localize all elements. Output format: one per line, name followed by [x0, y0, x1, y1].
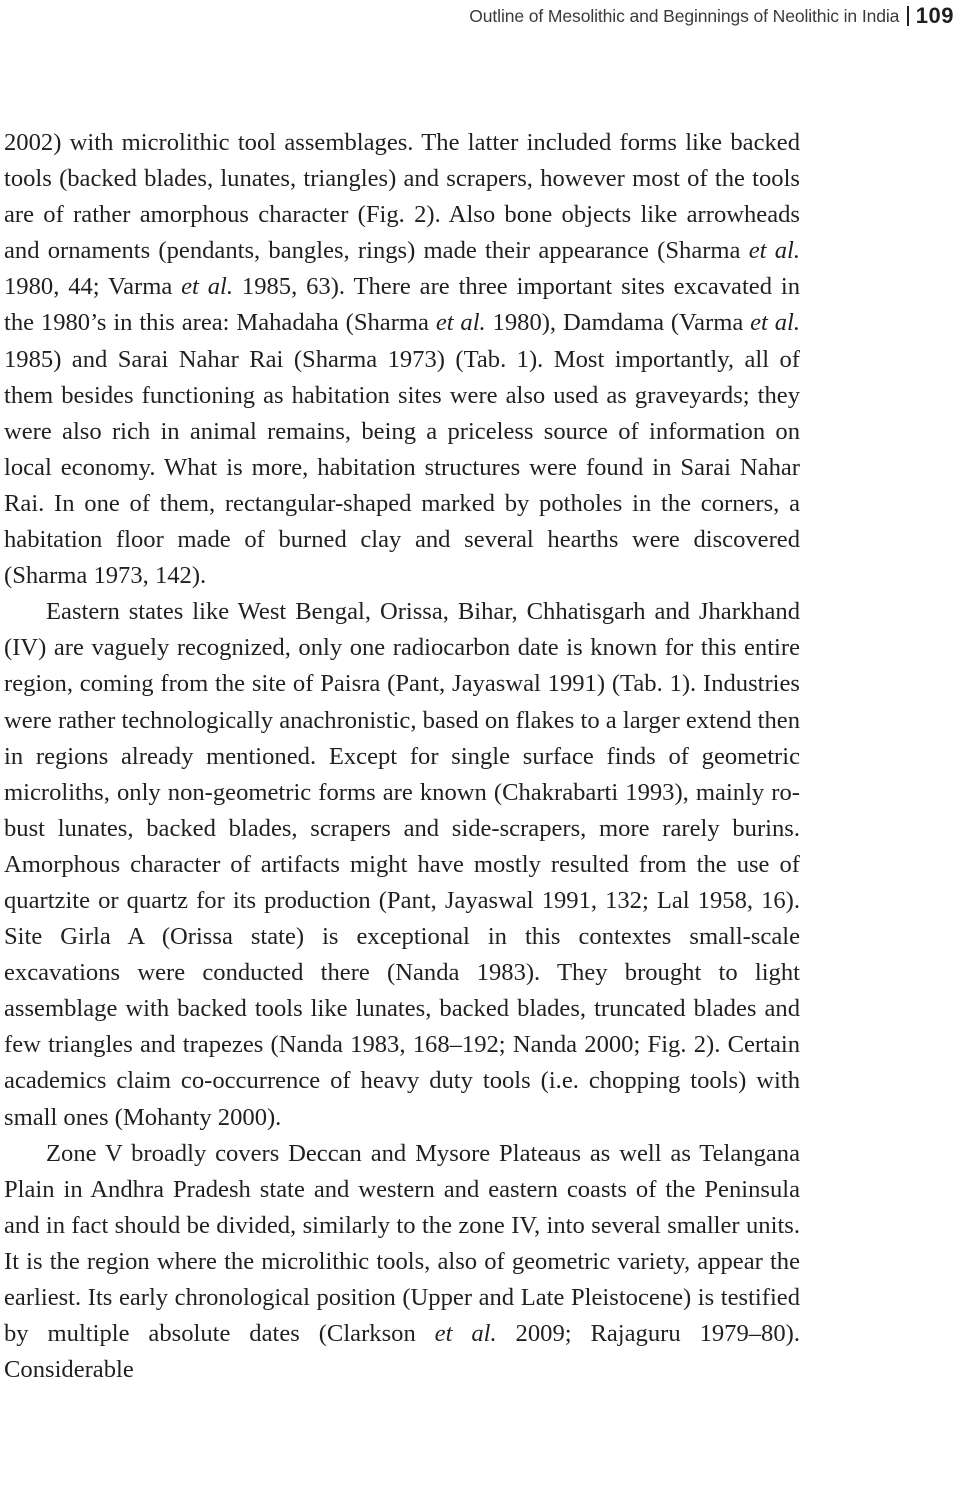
paragraph-text: 2009; Rajaguru 1979–80). Considerable — [4, 1320, 800, 1384]
body-text — [4, 125, 800, 1388]
running-title: Outline of Mesolithic and Beginnings of Neolithic in India — [469, 5, 900, 26]
header-divider — [907, 6, 909, 26]
paragraph-text: Eastern states like West Bengal, Orissa, Bihar, Chhatisgarh and Jharkhand (IV) are vaguely recognized, only one radiocarbon date is known for this entire region, coming from the site of Paisra (Pant, Jayaswal 1991) (Tab. 1). Industries were rather technologically anachronistic, based on flakes to a larger extend then in regions already mentioned. Except for single surface finds of geometric microliths, only non-geometric forms are known (Chakrabarti 1993), mainly robust lunates, backed blades, scrapers and side-scrapers, more rarely burins. Amorphous character of artifacts might have mostly resulted from the use of quartzite or quartz for its production (Pant, Jayaswal 1991, 132; Lal 1958, 16). Site Girla A (Orissa state) is exceptional in this contextes small-scale excavations were conducted there (Nanda 1983). They brought to light assemblage with backed tools like lunates, backed blades, truncated blades and few triangles and trapezes (Nanda 1983, 168–192; Nanda 2000; Fig. 2). Certain academics claim co-occurrence of heavy duty tools (i.e. chopping tools) with small ones (Mohanty 2000). — [4, 598, 800, 1131]
italic-citation-text: et al. — [435, 309, 486, 337]
paragraph-text: 1985, 63). There are three important sites excavated in the 1980’s in this area: Mahadaha (Sharma — [4, 273, 800, 337]
paragraph-3 — [4, 1136, 800, 1389]
paragraph-2 — [4, 594, 800, 1135]
paragraph-text: Zone V broadly covers Deccan and Mysore Plateaus as well as Telangana Plain in Andhra Pradesh state and western and eastern coasts of the Peninsula and in fact should be divided, similarly to the zone IV, into several smaller units. It is the region where the microlithic tools, also of geometric variety, appear the earliest. Its early chronological position (Upper and Late Pleistocene) is testified by multiple absolute dates (Clarkson — [4, 1139, 800, 1348]
paragraph-text: 2002) with microlithic tool assemblages. The latter included forms like backed tools (backed blades, lunates, triangles) and scrapers, however most of the tools are of rather amorphous character (Fig. 2). Also bone objects like arrowheads and ornaments (pendants, bangles, rings) made their appearance (Sharma — [4, 129, 800, 265]
paragraph-text: 1980), Damdama (Varma — [485, 309, 751, 337]
italic-citation-text: et al. — [748, 237, 800, 265]
running-header — [469, 0, 954, 32]
paragraph-text: 1980, 44; Varma — [4, 273, 182, 301]
italic-citation-text: et al. — [181, 273, 234, 301]
page-number: 109 — [915, 3, 954, 28]
italic-citation-text: et al. — [750, 309, 800, 337]
italic-citation-text: et al. — [434, 1320, 497, 1348]
paragraph-text: 1985) and Sarai Nahar Rai (Sharma 1973) (Tab. 1). Most importantly, all of them besides functioning as habitation sites were also used as graveyards; they were also rich in animal remains, being a priceless source of information on local economy. What is more, habitation structures were found in Sarai Nahar Rai. In one of them, rectangular-shaped marked by potholes in the corners, a habitation floor made of burned clay and several hearths were discovered (Sharma 1973, 142). — [4, 345, 800, 590]
paragraph-1 — [4, 125, 800, 594]
